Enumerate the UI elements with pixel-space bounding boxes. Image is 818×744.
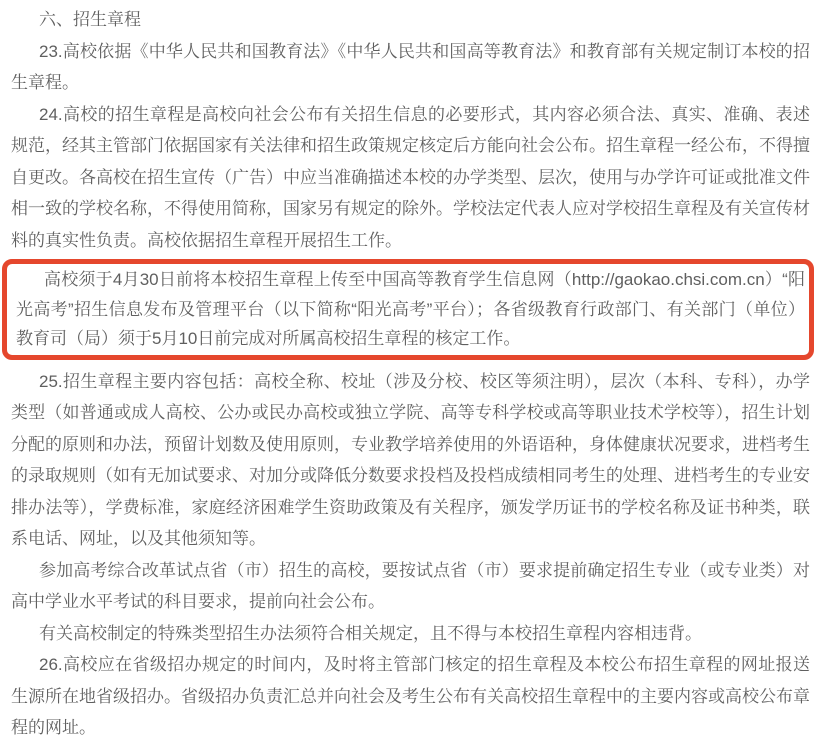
section-heading: 六、招生章程	[39, 10, 141, 29]
paragraph-25: 25.招生章程主要内容包括：高校全称、校址（涉及分校、校区等须注明），层次（本科、专科），办学类型（如普通或成人高校、公办或民办高校或独立学院、高等专科学校或高等职业技术学校等），招生计划分配的原则和办法，预留计划数及使用原则，专业教学培养使用的外语语种，身体健康状况要求，进档考生的录取规则（如有无加试要求、对加分或降低分数要求投档及投档成绩相同考生的处理、进档考生的专业安排办法等），学费标准，家庭经济困难学生资助政策及有关程序，颁发学历证书的学校名称及证书种类，联系电话、网址，以及其他须知等。	[11, 371, 810, 548]
paragraph-reform-pilot: 参加高考综合改革试点省（市）招生的高校，要按试点省（市）要求提前确定招生专业（或专业类）对高中学业水平考试的科目要求，提前向社会公布。	[11, 560, 810, 611]
paragraph-list	[11, 36, 810, 744]
paragraph-26: 26.高校应在省级招办规定的时间内，及时将主管部门核定的招生章程及本校公布招生章程的网址报送生源所在地省级招办。省级招办负责汇总并向社会及考生公布有关高校招生章程中的主要内容或高校公布章程的网址。	[11, 655, 810, 737]
paragraph-special-types: 有关高校制定的特殊类型招生办法须符合相关规定，且不得与本校招生章程内容相违背。	[39, 623, 702, 643]
highlighted-notice: 高校须于4月30日前将本校招生章程上传至中国高等教育学生信息网（http://gaokao.chsi.com.cn）“阳光高考”招生信息发布及管理平台（以下简称“阳光高考”平台）；各省级教育行政部门、有关部门（单位）教育司（局）须于5月10日前完成对所属高校招生章程的核定工作。	[2, 259, 814, 360]
paragraph-24: 24.高校的招生章程是高校向社会公布有关招生信息的必要形式，其内容必须合法、真实、准确、表述规范，经其主管部门依据国家有关法律和招生政策规定核定后方能向社会公布。招生章程一经公布，不得擅自更改。各高校在招生宣传（广告）中应当准确描述本校的办学类型、层次，使用与办学许可证或批准文件相一致的学校名称，不得使用简称，国家另有规定的除外。学校法定代表人应对学校招生章程及有关宣传材料的真实性负责。高校依据招生章程开展招生工作。	[11, 104, 810, 250]
paragraph-23: 23.高校依据《中华人民共和国教育法》《中华人民共和国高等教育法》和教育部有关规定制订本校的招生章程。	[11, 41, 810, 92]
